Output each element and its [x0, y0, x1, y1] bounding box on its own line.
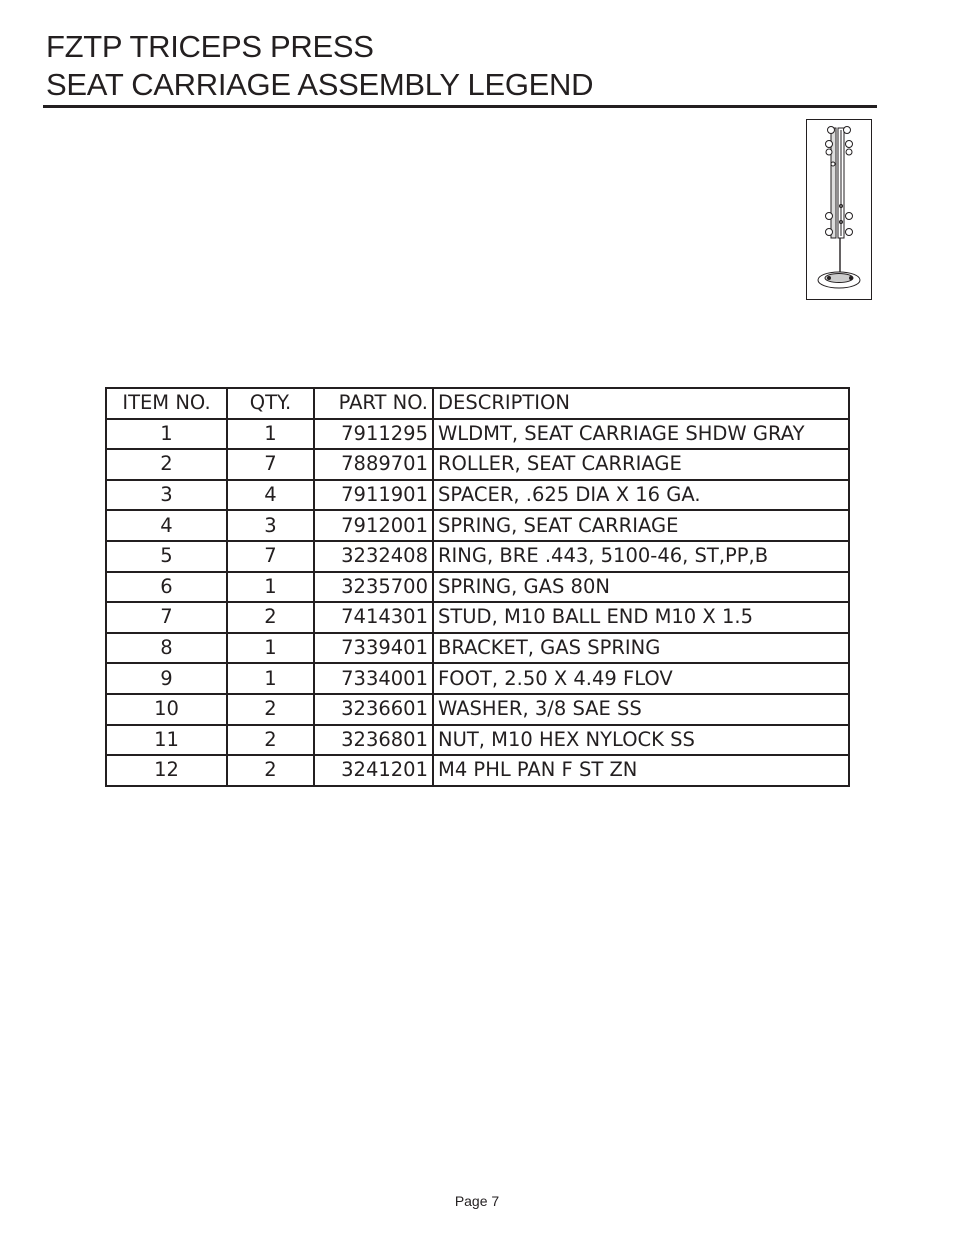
item-no-cell: 1 [106, 419, 227, 450]
item-no-cell: 8 [106, 633, 227, 664]
table-row [106, 663, 849, 694]
description-cell: SPACER, .625 DIA X 16 GA. [433, 480, 849, 511]
description-cell: RING, BRE .443, 5100-46, ST,PP,B [433, 541, 849, 572]
item-no-cell: 10 [106, 694, 227, 725]
item-no-cell: 6 [106, 572, 227, 603]
qty-cell: 2 [227, 602, 314, 633]
part-no-cell: 7912001 [314, 510, 433, 541]
table-row [106, 633, 849, 664]
qty-cell: 7 [227, 449, 314, 480]
assembly-thumbnail [806, 119, 872, 300]
description-cell: NUT, M10 HEX NYLOCK SS [433, 725, 849, 756]
page-title [46, 28, 593, 104]
description-cell: SPRING, SEAT CARRIAGE [433, 510, 849, 541]
qty-cell: 7 [227, 541, 314, 572]
part-no-cell: 7339401 [314, 633, 433, 664]
title-line-1: FZTP TRICEPS PRESS [46, 29, 374, 64]
parts-legend-table [105, 387, 850, 787]
table-row [106, 480, 849, 511]
qty-cell: 2 [227, 755, 314, 786]
qty-cell: 2 [227, 725, 314, 756]
item-no-cell: 9 [106, 663, 227, 694]
part-no-cell: 7414301 [314, 602, 433, 633]
item-no-cell: 3 [106, 480, 227, 511]
table-row [106, 694, 849, 725]
header-qty: QTY. [227, 388, 314, 419]
table-row [106, 602, 849, 633]
title-line-2: SEAT CARRIAGE ASSEMBLY LEGEND [46, 67, 594, 102]
part-no-cell: 7911901 [314, 480, 433, 511]
item-no-cell: 4 [106, 510, 227, 541]
table-row [106, 419, 849, 450]
item-no-cell: 7 [106, 602, 227, 633]
item-no-cell: 12 [106, 755, 227, 786]
description-cell: WASHER, 3/8 SAE SS [433, 694, 849, 725]
item-no-cell: 11 [106, 725, 227, 756]
table-row [106, 725, 849, 756]
item-no-cell: 5 [106, 541, 227, 572]
header-part-no: PART NO. [314, 388, 433, 419]
table-row [106, 541, 849, 572]
table-row [106, 449, 849, 480]
description-cell: FOOT, 2.50 X 4.49 FLOV [433, 663, 849, 694]
qty-cell: 1 [227, 663, 314, 694]
header-description: DESCRIPTION [433, 388, 849, 419]
table-row [106, 755, 849, 786]
item-no-cell: 2 [106, 449, 227, 480]
part-no-cell: 7911295 [314, 419, 433, 450]
part-no-cell: 3241201 [314, 755, 433, 786]
header-item-no: ITEM NO. [106, 388, 227, 419]
table-row [106, 510, 849, 541]
description-cell: BRACKET, GAS SPRING [433, 633, 849, 664]
qty-cell: 4 [227, 480, 314, 511]
table-row [106, 572, 849, 603]
part-no-cell: 3236601 [314, 694, 433, 725]
part-no-cell: 7889701 [314, 449, 433, 480]
description-cell: WLDMT, SEAT CARRIAGE SHDW GRAY [433, 419, 849, 450]
part-no-cell: 3232408 [314, 541, 433, 572]
table-header-row [106, 388, 849, 419]
description-cell: ROLLER, SEAT CARRIAGE [433, 449, 849, 480]
description-cell: STUD, M10 BALL END M10 X 1.5 [433, 602, 849, 633]
part-no-cell: 3236801 [314, 725, 433, 756]
part-no-cell: 7334001 [314, 663, 433, 694]
qty-cell: 1 [227, 419, 314, 450]
description-cell: SPRING, GAS 80N [433, 572, 849, 603]
page-number: Page 7 [454, 1193, 500, 1209]
description-cell: M4 PHL PAN F ST ZN [433, 755, 849, 786]
qty-cell: 3 [227, 510, 314, 541]
qty-cell: 1 [227, 633, 314, 664]
title-divider [43, 105, 877, 108]
seat-carriage-assembly-drawing-icon [807, 120, 871, 299]
qty-cell: 2 [227, 694, 314, 725]
part-no-cell: 3235700 [314, 572, 433, 603]
qty-cell: 1 [227, 572, 314, 603]
